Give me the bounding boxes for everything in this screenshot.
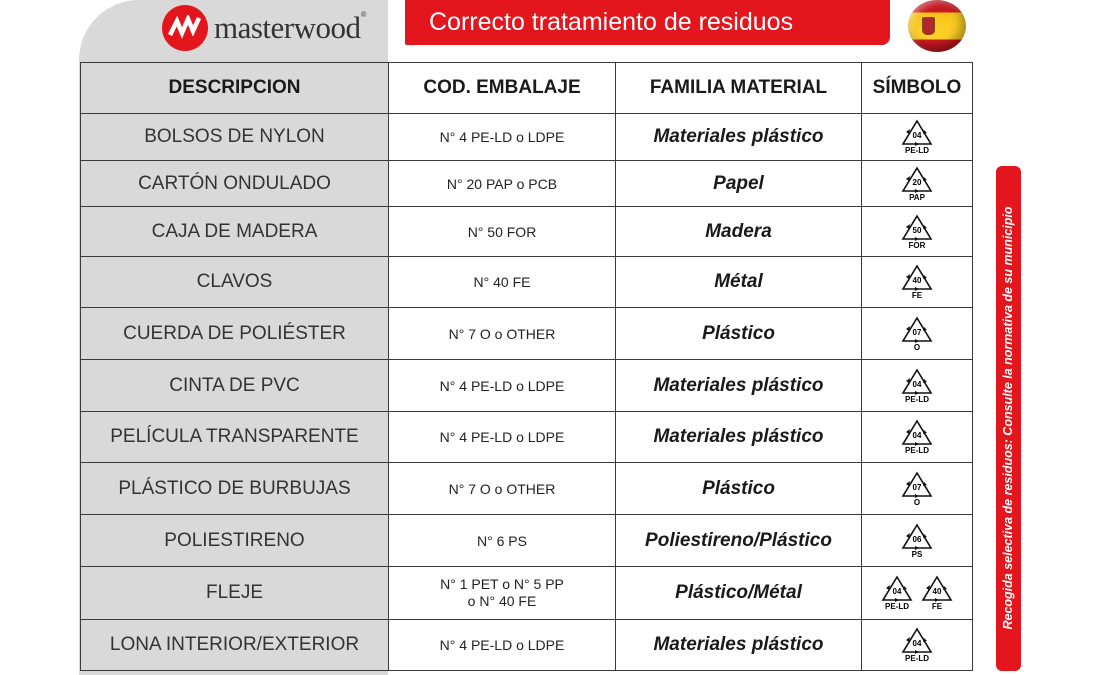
table-row — [81, 360, 973, 412]
recycling-code-number: 50 — [912, 225, 922, 235]
row-description: CAJA DE MADERA — [81, 207, 389, 257]
recycling-code-number: 40 — [932, 587, 942, 596]
row-packaging-code — [389, 463, 616, 515]
row-material-family: Papel — [616, 161, 862, 207]
row-packaging-code — [389, 412, 616, 463]
row-material-family: Plástico — [616, 463, 862, 515]
row-description: CLAVOS — [81, 257, 389, 308]
row-description: CINTA DE PVC — [81, 360, 389, 412]
page-title-banner — [405, 0, 890, 45]
masterwood-logo-icon — [162, 5, 208, 51]
row-packaging-code — [389, 257, 616, 308]
recycling-code-number: 04 — [912, 131, 922, 140]
row-packaging-code — [389, 567, 616, 620]
row-packaging-code — [389, 207, 616, 257]
recycling-code-label: O — [913, 497, 921, 507]
recycling-code-label: FE — [931, 602, 943, 611]
row-symbol — [862, 515, 973, 567]
packaging-code-line: N° 4 PE-LD o LDPE — [439, 429, 565, 445]
recycling-symbol-icon — [900, 263, 934, 301]
recycling-symbol-icon — [880, 574, 914, 612]
row-packaging-code — [389, 515, 616, 567]
row-symbol — [862, 567, 973, 620]
recycling-symbol-icon — [900, 213, 934, 251]
row-material-family: Plástico/Métal — [616, 567, 862, 620]
recycling-code-number: 04 — [912, 639, 922, 648]
table-row — [81, 463, 973, 515]
recycling-symbol-icon — [900, 165, 934, 203]
recycling-symbol-icon — [900, 418, 934, 456]
packaging-code-line: N° 20 PAP o PCB — [446, 175, 558, 192]
table-row — [81, 114, 973, 161]
row-symbol — [862, 207, 973, 257]
recycling-code-number: 07 — [912, 482, 922, 492]
row-symbol — [862, 114, 973, 161]
recycling-code-number: 04 — [912, 431, 922, 440]
table-row — [81, 161, 973, 207]
row-packaging-code — [389, 620, 616, 671]
row-description: PELÍCULA TRANSPARENTE — [81, 412, 389, 463]
brand-name: masterwood® — [214, 10, 367, 45]
row-symbol — [862, 620, 973, 671]
recycling-code-number: 20 — [912, 177, 922, 187]
recycling-symbol-icon — [900, 470, 934, 508]
packaging-code-line: N° 50 FOR — [467, 223, 537, 240]
page-title: Correcto tratamiento de residuos — [429, 8, 794, 36]
row-description: FLEJE — [81, 567, 389, 620]
recycling-code-label: PE-LD — [905, 654, 929, 663]
packaging-code-line-2: o N° 40 FE — [467, 593, 537, 609]
brand-logo — [162, 5, 366, 51]
recycling-code-label: PE-LD — [885, 602, 909, 611]
packaging-code-line: N° 40 FE — [473, 274, 531, 290]
row-description: LONA INTERIOR/EXTERIOR — [81, 620, 389, 671]
recycling-code-label: PE-LD — [905, 394, 929, 404]
recycling-code-number: 40 — [912, 276, 922, 285]
waste-table — [80, 62, 973, 671]
table-row — [81, 515, 973, 567]
row-material-family: Materiales plástico — [616, 620, 862, 671]
row-description: POLIESTIRENO — [81, 515, 389, 567]
row-symbol — [862, 412, 973, 463]
recycling-code-label: PS — [911, 549, 923, 559]
recycling-code-number: 06 — [912, 534, 922, 544]
recycling-symbol-icon — [900, 522, 934, 560]
header-family: FAMILIA MATERIAL — [616, 63, 862, 114]
packaging-code-line: N° 4 PE-LD o LDPE — [439, 129, 565, 145]
row-symbol — [862, 463, 973, 515]
row-material-family: Plástico — [616, 308, 862, 360]
row-symbol — [862, 257, 973, 308]
recycling-code-number: 04 — [892, 587, 902, 596]
recycling-code-label: PE-LD — [905, 146, 929, 155]
table-row — [81, 308, 973, 360]
table-row — [81, 412, 973, 463]
row-description: CUERDA DE POLIÉSTER — [81, 308, 389, 360]
recycling-symbol-icon — [900, 626, 934, 664]
header-symbol: SÍMBOLO — [862, 63, 973, 114]
row-packaging-code — [389, 360, 616, 412]
recycling-code-number: 07 — [912, 327, 922, 337]
recycling-code-label: FOR — [908, 240, 926, 250]
table-row — [81, 257, 973, 308]
row-packaging-code — [389, 308, 616, 360]
row-packaging-code — [389, 161, 616, 207]
row-material-family: Madera — [616, 207, 862, 257]
recycling-code-label: O — [913, 342, 921, 352]
recycling-symbol-icon — [900, 367, 934, 405]
packaging-code-line: N° 7 O o OTHER — [448, 480, 556, 497]
recycling-code-number: 04 — [912, 379, 922, 389]
packaging-code-line: N° 1 PET o N° 5 PP — [440, 576, 564, 592]
row-symbol — [862, 161, 973, 207]
row-description: PLÁSTICO DE BURBUJAS — [81, 463, 389, 515]
header-description: DESCRIPCION — [81, 63, 389, 114]
row-packaging-code — [389, 114, 616, 161]
header-code: COD. EMBALAJE — [389, 63, 616, 114]
packaging-code-line: N° 7 O o OTHER — [448, 325, 556, 342]
table-header-row — [81, 63, 973, 114]
row-material-family: Poliestireno/Plástico — [616, 515, 862, 567]
recycling-code-label: FE — [911, 291, 923, 300]
packaging-code-line: N° 6 PS — [477, 532, 527, 549]
recycling-symbol-icon — [900, 315, 934, 353]
row-material-family: Materiales plástico — [616, 360, 862, 412]
recycling-symbol-icon — [920, 574, 954, 612]
row-symbol — [862, 360, 973, 412]
recycling-code-label: PE-LD — [905, 446, 929, 455]
side-note-text: Recogida selectiva de residuos: Consulte la normativa de su municipio — [1001, 206, 1015, 630]
row-symbol — [862, 308, 973, 360]
row-material-family: Materiales plástico — [616, 114, 862, 161]
packaging-code-line: N° 4 PE-LD o LDPE — [439, 377, 565, 394]
table-row — [81, 567, 973, 620]
spain-flag-icon[interactable] — [908, 0, 966, 52]
row-description: BOLSOS DE NYLON — [81, 114, 389, 161]
recycling-symbol-icon — [900, 118, 934, 156]
table-row — [81, 207, 973, 257]
table-row — [81, 620, 973, 671]
row-material-family: Materiales plástico — [616, 412, 862, 463]
recycling-code-label: PAP — [909, 192, 925, 202]
row-description: CARTÓN ONDULADO — [81, 161, 389, 207]
row-material-family: Métal — [616, 257, 862, 308]
packaging-code-line: N° 4 PE-LD o LDPE — [439, 637, 565, 653]
